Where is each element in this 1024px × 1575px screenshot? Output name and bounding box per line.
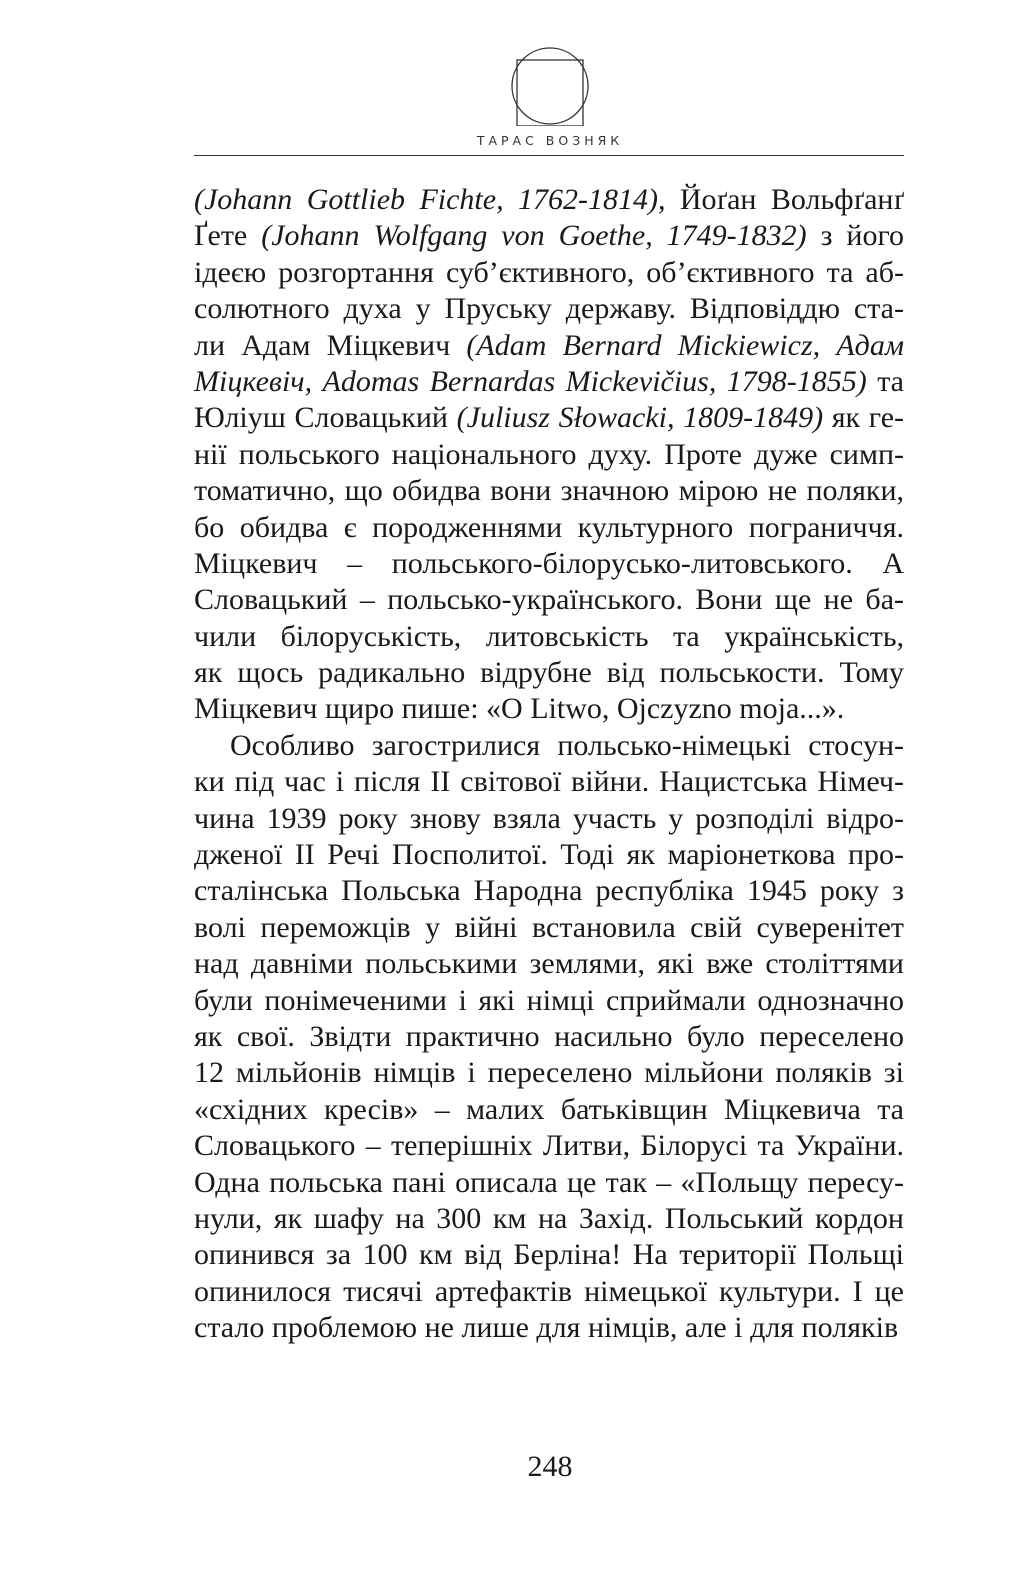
text-line	[194, 728, 904, 764]
text-line	[194, 437, 904, 473]
text-segment: 12 мільйонів німців і переселено мільйони поляків зі	[194, 1056, 904, 1090]
text-line	[194, 983, 904, 1019]
header-rule	[194, 155, 904, 156]
text-line	[194, 546, 904, 582]
circle-square-logo-icon	[510, 46, 590, 126]
text-line	[194, 1165, 904, 1201]
text-segment: Одна польська пані описала це так – «Польщу пересу-	[194, 1165, 904, 1199]
text-line	[194, 400, 904, 436]
text-segment: чили білоруськість, литовськість та українськість,	[194, 619, 904, 653]
text-segment: Словацький – польсько-українського. Вони ще не ба-	[194, 583, 904, 617]
text-segment: солютного духа у Пруську державу. Відповіддю ста-	[194, 292, 904, 326]
text-segment: були понімеченими і які німці сприймали однозначно	[194, 983, 904, 1017]
italic-text-segment: (Adam Bernard Mickiewicz, Адам	[466, 328, 904, 362]
text-line	[194, 473, 904, 509]
text-line	[194, 510, 904, 546]
text-line	[194, 1310, 904, 1346]
text-line	[194, 655, 904, 691]
text-segment: чина 1939 року знову взяла участь у розподілі відро-	[194, 801, 904, 835]
text-line	[194, 873, 904, 909]
text-line	[194, 1055, 904, 1091]
text-segment: «східних кресів» – малих батьківщин Міцкевича та	[194, 1092, 904, 1126]
text-line	[194, 1237, 904, 1273]
text-segment: як щось радикально відрубне від польськости. Тому	[194, 656, 904, 690]
italic-text-segment: (Juliusz Słowacki, 1809-1849)	[456, 401, 824, 435]
text-segment: ки під час і після ІІ світової війни. Нацистська Німеч-	[194, 765, 904, 799]
text-segment: Міцкевич – польського-білорусько-литовського. А	[194, 546, 904, 580]
text-segment: та	[866, 364, 904, 398]
running-head: ТАРАС ВОЗНЯК	[476, 133, 624, 148]
text-segment: ідеєю розгортання суб’єктивного, об’єктивного та аб-	[194, 255, 904, 289]
text-segment: нули, як шафу на 300 км на Захід. Польський кордон	[194, 1201, 904, 1235]
text-segment: волі переможців у війні встановила свій суверенітет	[194, 910, 904, 944]
text-segment: опинився за 100 км від Берліна! На території Польщі	[194, 1238, 904, 1272]
text-segment: Особливо загострилися польсько-німецькі стосун-	[230, 728, 904, 762]
text-line	[194, 910, 904, 946]
italic-text-segment: (Johann Wolfgang von Goethe, 1749-1832)	[261, 219, 807, 253]
text-segment: сталінська Польська Народна республіка 1945 року з	[194, 874, 904, 908]
italic-text-segment: (Johann Gottlieb Fichte, 1762-1814),	[194, 183, 666, 216]
text-segment: стало проблемою не лише для німців, але і для поляків	[194, 1311, 899, 1345]
text-segment: Ґете	[194, 219, 262, 253]
text-line	[194, 837, 904, 873]
text-line	[194, 764, 904, 800]
text-segment: бо обидва є породженнями культурного пограниччя.	[194, 510, 904, 544]
text-segment: томатично, що обидва вони значною мірою не поляки,	[194, 474, 904, 508]
text-segment: нії польського національного духу. Проте дуже симп-	[194, 437, 904, 471]
text-segment: ли Адам Міцкевич	[194, 328, 467, 362]
text-segment: дженої ІІ Речі Посполитої. Тоді як маріонеткова про-	[194, 838, 904, 872]
text-segment: Міцкевич щиро пише: «O Litwo, Ojczyzno moja...».	[194, 692, 845, 726]
text-line	[194, 1201, 904, 1237]
text-segment: над давніми польськими землями, які вже століттями	[194, 947, 904, 981]
text-segment: з його	[806, 219, 905, 253]
text-line	[194, 1019, 904, 1055]
text-line	[194, 218, 904, 254]
text-segment: як свої. Звідти практично насильно було переселено	[194, 1019, 904, 1053]
text-line	[194, 946, 904, 982]
text-line	[194, 1092, 904, 1128]
text-line	[194, 582, 904, 618]
body-text	[194, 182, 904, 1347]
text-segment: опинилося тисячі артефактів німецької культури. І це	[194, 1274, 904, 1308]
page-number: 248	[527, 1450, 573, 1483]
text-line	[194, 801, 904, 837]
text-line	[194, 619, 904, 655]
text-line	[194, 291, 904, 327]
text-line	[194, 255, 904, 291]
text-line	[194, 364, 904, 400]
italic-text-segment: Міцкевіч, Adomas Bernardas Mickevičius, 1798-1855)	[194, 364, 867, 398]
text-segment: як ге-	[823, 401, 904, 435]
text-line	[194, 1274, 904, 1310]
text-line	[194, 182, 904, 218]
text-line	[194, 328, 904, 364]
text-segment: Юліуш Словацький	[194, 401, 457, 435]
text-line	[194, 1128, 904, 1164]
text-segment: Словацького – теперішніх Литви, Білорусі та України.	[194, 1129, 904, 1163]
text-segment: Йоґан Вольфґанґ	[665, 183, 904, 216]
text-line	[194, 691, 904, 727]
